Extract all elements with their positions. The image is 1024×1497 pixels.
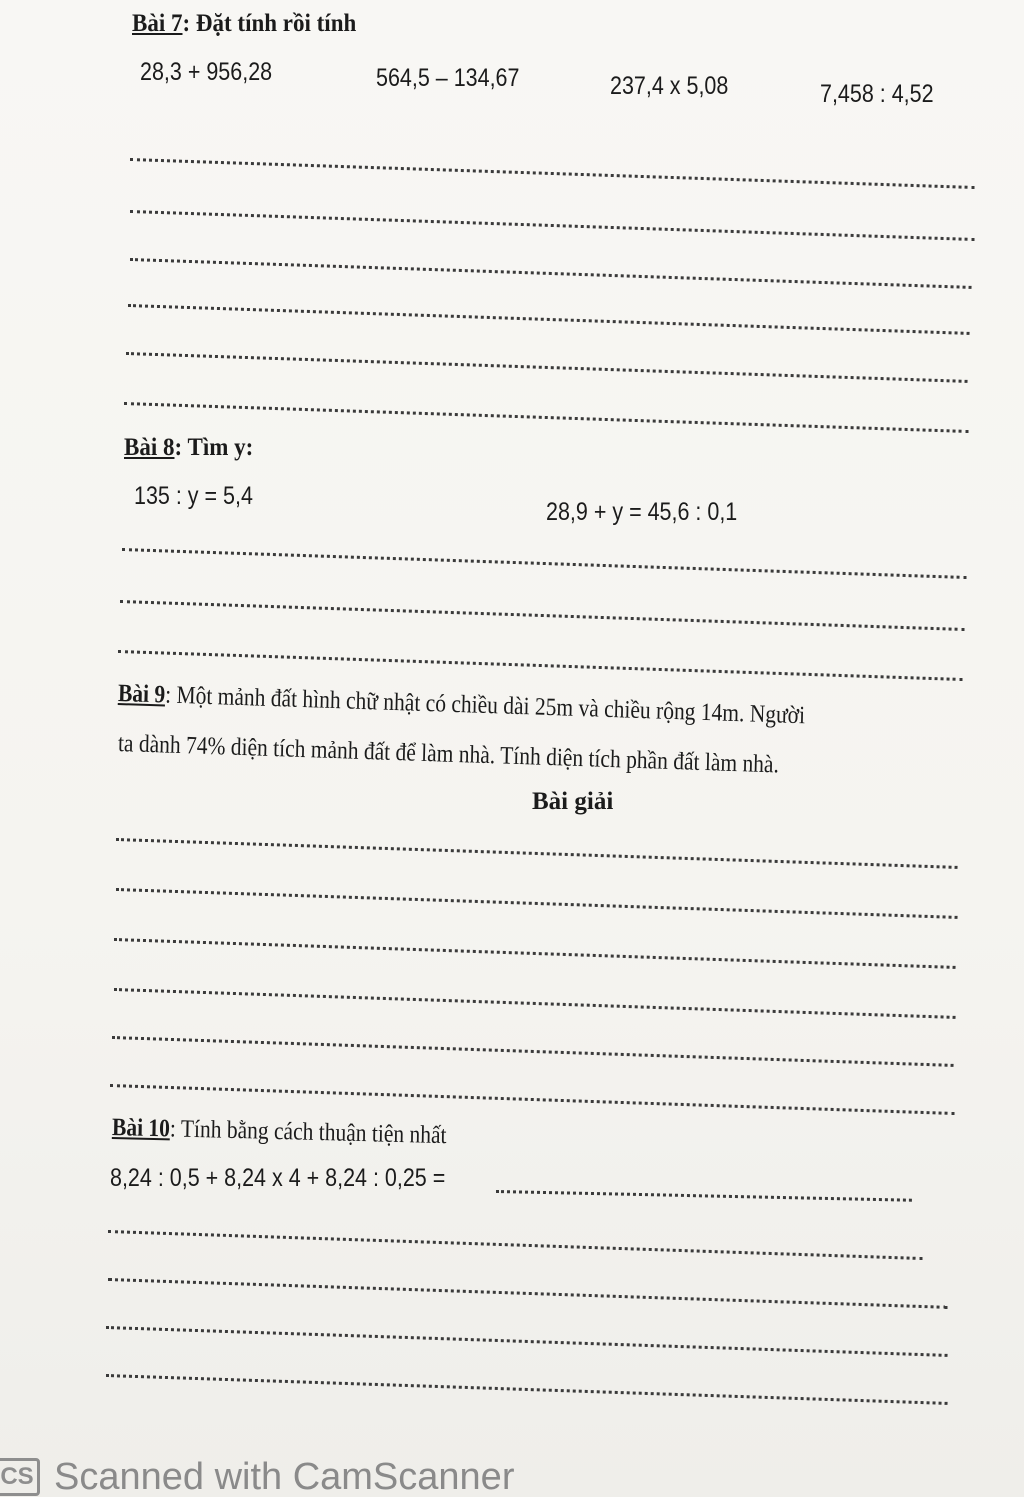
answer-line <box>130 258 972 289</box>
exercise-10-expression: 8,24 : 0,5 + 8,24 x 4 + 8,24 : 0,25 = <box>110 1164 446 1192</box>
answer-line <box>106 1326 948 1357</box>
answer-line <box>120 600 965 631</box>
answer-line <box>116 838 958 869</box>
camscanner-logo: CS <box>0 1458 40 1496</box>
exercise-7-expression-4: 7,458 : 4,52 <box>820 80 934 108</box>
exercise-8-instruction: : Tìm y: <box>174 434 254 461</box>
answer-line <box>130 210 975 241</box>
answer-line <box>108 1278 948 1309</box>
answer-line <box>128 304 970 335</box>
exercise-8-expression-1: 135 : y = 5,4 <box>134 482 253 510</box>
exercise-8-title <box>124 434 253 462</box>
answer-line <box>496 1190 912 1202</box>
exercise-10-number: Bài 10 <box>111 1114 171 1143</box>
exercise-8-number: Bài 8 <box>124 434 175 461</box>
exercise-9-number: Bài 9 <box>117 680 166 709</box>
answer-line <box>114 938 956 969</box>
exercise-7-expression-2: 564,5 – 134,67 <box>376 64 520 92</box>
exercise-7-number: Bài 7 <box>132 10 183 37</box>
exercise-10-title <box>112 1114 447 1150</box>
answer-line <box>106 1374 948 1405</box>
answer-line <box>116 888 958 919</box>
answer-line <box>122 548 967 579</box>
answer-line <box>114 988 956 1019</box>
exercise-7-expression-1: 28,3 + 956,28 <box>140 58 273 86</box>
answer-line <box>110 1084 955 1115</box>
exercise-8-expression-2: 28,9 + y = 45,6 : 0,1 <box>546 498 738 526</box>
answer-line <box>130 158 975 189</box>
answer-line <box>118 650 963 681</box>
exercise-9-line-2: ta dành 74% diện tích mảnh đất để làm nhà. Tính diện tích phần đất làm nhà. <box>117 730 780 779</box>
answer-line <box>112 1036 954 1067</box>
answer-line <box>126 352 968 383</box>
exercise-9-line-1 <box>118 680 806 730</box>
exercise-10-instruction: : Tính bằng cách thuận tiện nhất <box>169 1115 447 1150</box>
answer-line <box>108 1230 923 1260</box>
exercise-7-instruction: : Đặt tính rồi tính <box>182 10 357 37</box>
exercise-7-title <box>132 10 356 38</box>
answer-line <box>124 402 969 433</box>
solution-heading: Bài giải <box>532 788 614 815</box>
camscanner-watermark <box>0 1452 1024 1497</box>
exercise-9-text-1: : Một mảnh đất hình chữ nhật có chiều dài 25m và chiều rộng 14m. Người <box>164 681 806 730</box>
camscanner-text: Scanned with CamScanner <box>54 1456 515 1497</box>
exercise-7-expression-3: 237,4 x 5,08 <box>610 72 729 100</box>
